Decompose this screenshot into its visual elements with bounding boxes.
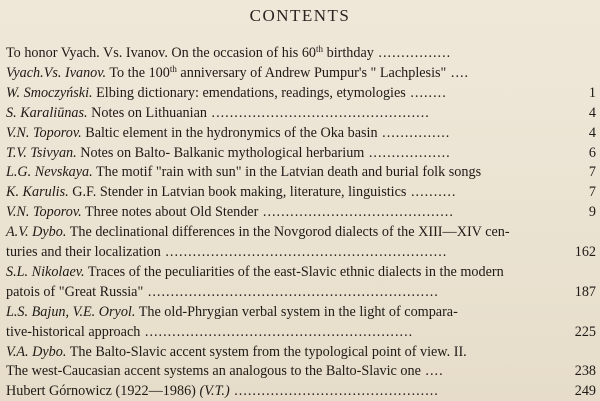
toc-entry [6,323,600,341]
entry-title: G.F. Stender in Latvian book making, literature, linguistics [68,184,407,201]
entry-leader-dots: ............................................. [229,383,439,400]
entry-title: Baltic element in the hydronymics of the Oka basin [81,124,378,141]
entry-author: V.A. Dybo. [6,343,67,360]
toc-entry [6,124,600,142]
entry-leader-dots: .................. [364,144,451,161]
toc-entry [6,44,600,62]
entry-author: V.N. Toporov. [6,204,82,221]
toc-entry [6,84,600,102]
toc-entry [6,144,600,162]
toc-entry [6,203,600,221]
entry-leader-dots: .... [446,64,470,81]
entry-leader-dots: ............... [377,124,451,141]
entry-title-end: birthday [323,45,374,61]
entry-page-number: 4 [588,124,596,141]
entry-author: W. Smoczyński. [6,84,93,101]
entry-author: T.V. Tsivyan. [6,144,77,161]
entry-leader-dots: ................................................ [206,104,430,121]
entry-title: Elbing dictionary: emendations, readings, etymologies [92,84,406,101]
toc-entry [6,382,600,400]
entry-leader-dots: ........................................................... [140,323,414,340]
page-title: CONTENTS [249,6,351,25]
entry-page-number: 238 [574,363,596,380]
entry-title: patois of "Great Russia" [6,283,144,300]
entry-superscript: th [169,63,177,74]
entry-leader-dots: .............................................................. [160,244,448,260]
entry-title: To honor Vyach. Vs. Ivanov. On the occasion of his 60 [6,45,317,61]
entry-title-end: anniversary of Andrew Pumpur's " Lachplesis" [176,64,447,81]
entry-page-number: 7 [588,184,596,201]
toc-entry [6,104,600,122]
entry-initials: (V.T.) [199,383,230,400]
toc-entry [6,223,600,241]
toc-entry [6,303,600,321]
entry-author: L.S. Bajun, V.E. Oryol. [6,303,136,320]
entry-author: S.L. Nikolaev. [6,263,85,280]
entry-author: L.G. Nevskaya. [6,164,93,181]
entry-title: tive-historical approach [6,323,141,340]
entry-page-number: 162 [574,244,596,260]
entry-page-number: 7 [588,164,596,181]
entry-title: Three notes about Old Stender [81,204,259,221]
toc-entry [6,243,600,261]
entry-title: turies and their localization [6,244,161,260]
entry-leader-dots: ........ [405,84,447,101]
entry-title: The declinational differences in the Novgorod dialects of the XIII—XIV cen- [66,224,510,241]
toc-entry [6,183,600,201]
entry-page-number: 1 [588,84,596,101]
entry-page-number: 9 [588,204,596,221]
entry-title: The west-Caucasian accent systems an analogous to the Balto-Slavic one [6,363,421,380]
entry-author: K. Karulis. [6,184,69,201]
entry-page-number: 225 [574,323,596,340]
toc-entry [6,343,600,361]
entry-title: Notes on Balto- Balkanic mythological herbarium [76,144,365,161]
entry-title: To the 100 [106,64,170,81]
entry-author: V.N. Toporov. [6,124,82,141]
entry-author: S. Karaliūnas. [6,104,88,121]
entry-title: Hubert Górnowicz (1922—1986) [6,383,200,400]
entry-leader-dots: .......................................... [258,204,454,221]
toc-entry [6,163,600,181]
entry-title: The motif "rain with sun" in the Latvian death and burial folk songs [92,164,482,181]
entry-superscript: th [316,44,324,54]
entry-page-number: 4 [588,104,596,121]
toc-entry [6,362,600,380]
toc-entry [6,263,600,281]
entry-author: Vyach.Vs. Ivanov. [6,64,107,81]
entry-page-number: 249 [574,383,596,400]
entry-title: Traces of the peculiarities of the east-Slavic ethnic dialects in the modern [84,263,504,280]
toc-entry [6,64,600,82]
entry-leader-dots: ................................................................ [143,283,439,300]
entry-page-number: 187 [574,283,596,300]
entry-leader-dots: .......... [406,184,457,201]
entry-title: The Balto-Slavic accent system from the typological point of view. II. [66,343,467,360]
toc-entry [6,283,600,301]
entry-title: Notes on Lithuanian [87,104,207,121]
entry-page-number: 6 [588,144,596,161]
entry-author: A.V. Dybo. [6,224,67,241]
entry-leader-dots: ................ [373,45,452,61]
entry-leader-dots: .... [420,363,444,380]
entry-title: The old-Phrygian verbal system in the light of compara- [135,303,458,320]
